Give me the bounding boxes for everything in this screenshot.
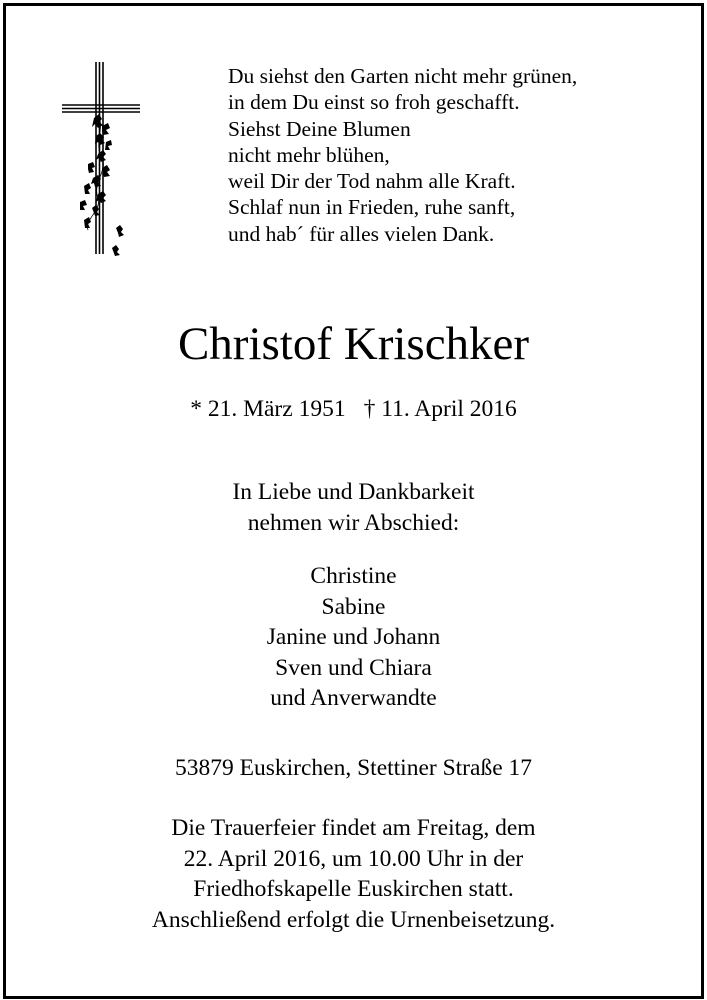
death-date: † 11. April 2016: [363, 396, 517, 422]
poem-line: nicht mehr blühen,: [228, 142, 390, 167]
mourner-name: Sven und Chiara: [275, 654, 432, 681]
poem-line: Du siehst den Garten nicht mehr grünen,: [228, 64, 578, 88]
mourner-name: Janine und Johann: [266, 624, 441, 650]
farewell-text: [0, 477, 707, 539]
mourners-list: [0, 561, 707, 714]
farewell-line: In Liebe und Dankbarkeit: [232, 479, 475, 505]
poem-line: Siehst Deine Blumen: [228, 116, 411, 141]
mourner-name: und Anverwandte: [270, 685, 437, 711]
deceased-name: Christof Krischker: [177, 318, 530, 370]
farewell-line: nehmen wir Abschied:: [247, 510, 460, 536]
mourner-name: Sabine: [321, 593, 386, 620]
address: 53879 Euskirchen, Stettiner Straße 17: [175, 755, 532, 781]
poem-line: weil Dir der Tod nahm alle Kraft.: [228, 169, 516, 194]
poem-line: in dem Du einst so froh geschafft.: [228, 90, 520, 115]
birth-date: * 21. März 1951: [190, 396, 346, 422]
poem-line: Schlaf nun in Frieden, ruhe sanft,: [228, 195, 516, 220]
poem-line: und hab´ für alles vielen Dank.: [228, 221, 495, 246]
service-line: Friedhofskapelle Euskirchen statt.: [193, 876, 514, 902]
life-dates: [0, 394, 707, 424]
cross-with-ivy-icon: [58, 60, 144, 260]
service-line: Anschließend erfolgt die Urnenbeisetzung.: [151, 906, 556, 933]
service-info: [0, 813, 707, 935]
service-line: Die Trauerfeier findet am Freitag, dem: [171, 815, 536, 841]
service-line: 22. April 2016, um 10.00 Uhr in der: [183, 845, 524, 872]
mourner-name: Christine: [310, 563, 397, 589]
poem: [228, 63, 668, 247]
